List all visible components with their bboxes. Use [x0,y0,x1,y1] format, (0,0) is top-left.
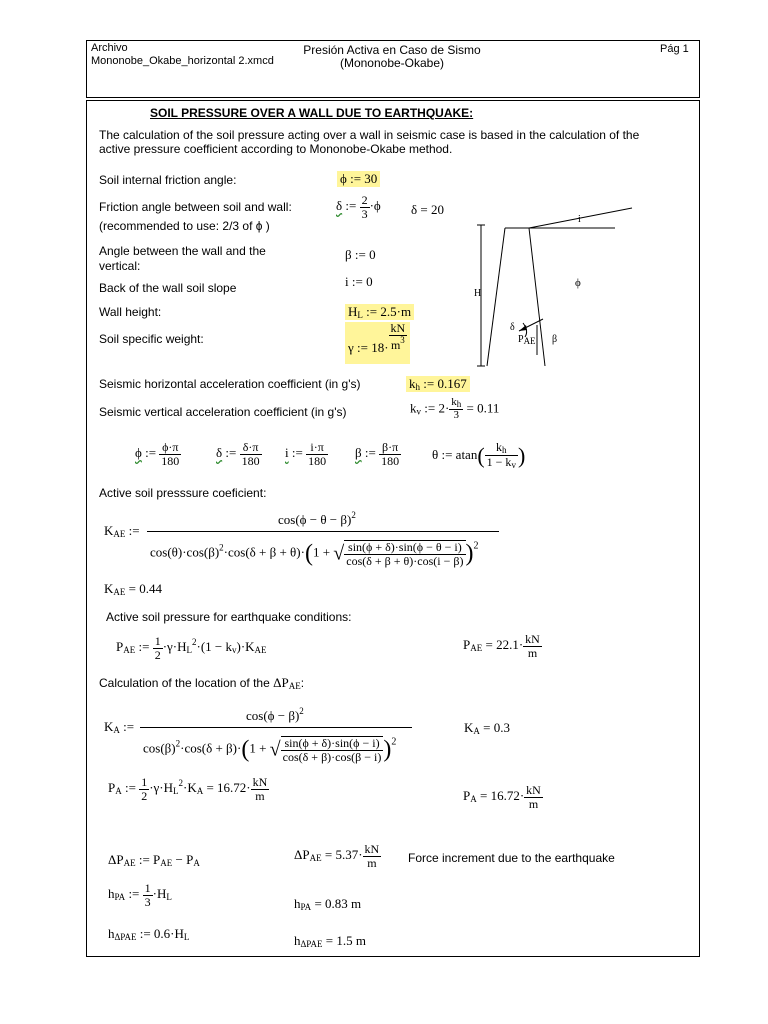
hdpae-result: $h_{\Delta PAE} = 1.5$ m [294,933,366,949]
kae-denominator: $\cos(\theta)\cdot\cos(\beta)^2\cdot\cos(\delta + \beta + \theta)\cdot(1$ + √ $\frac{\sin(\phi + \delta)\cdot\sin(\phi - \theta - i)}{\cos(\delta + \beta + \theta)\cdot\cos(i - \beta)}$ )$^2$ [150,540,479,568]
gamma-input[interactable]: γ := 18· $\frac{kN}{m^3}$ [345,322,410,364]
label-beta-2: vertical: [99,259,141,273]
diagram-label-i: i [578,214,581,225]
i-input[interactable]: i := 0 [345,274,373,289]
label-kae: Active soil presssure coeficient: [99,486,267,500]
ka-fraction-bar [140,727,412,728]
delta-radians: δ := $\frac{\delta\cdot\pi}{180}$ [216,440,260,468]
beta-input[interactable]: β := 0 [345,247,376,262]
kv-definition: $k_v$ := 2· $\frac{k_h}{3}$ = 0.11 [410,396,500,422]
kae-lhs: $K_{AE}$ := [104,523,140,539]
ka-result: $K_A = 0.3$ [464,720,510,736]
ka-numerator: $\cos(\phi - \beta)^2$ [246,706,304,723]
force-increment-note: Force increment due to the earthquake [408,851,615,865]
diagram-label-phi: ϕ [575,277,581,289]
file-name: Mononobe_Okabe_horizontal 2.xmcd [91,55,274,67]
label-wall-height: Wall height: [99,305,162,319]
label-phi: Soil internal friction angle: [99,173,237,187]
label-delta: Friction angle between soil and wall: [99,200,292,214]
ka-lhs: $K_A$ := [104,719,135,735]
dpae-formula: $\Delta P_{AE}$ := $P_{AE} - P_A$ [108,852,200,868]
page-number: Pág 1 [660,43,689,55]
wall-outer-face [487,228,505,366]
intro-line-2: active pressure coefficient according to Mononobe-Okabe method. [99,142,453,156]
label-gamma: Soil specific weight: [99,332,204,346]
intro-line-1: The calculation of the soil pressure acting over a wall in seismic case is based in the calculation of the [99,128,640,142]
pae-formula: $P_{AE}$ := $\frac{1}{2}$ $\cdot\gamma\cdot H_L^2\cdot(1 - k_v)\cdot K_{AE}$ [116,634,267,662]
header-subtitle: (Mononobe-Okabe) [339,56,445,70]
page-heading: SOIL PRESSURE OVER A WALL DUE TO EARTHQUAKE: [150,106,474,120]
diagram-label-h: H [474,288,482,299]
header-title: Presión Activa en Caso de Sismo [303,43,481,57]
beta-radians: β := $\frac{\beta\cdot\pi}{180}$ [355,440,400,468]
label-location: Calculation of the location of the $\Delta P_{AE}$: [99,675,305,691]
kae-numerator: $\cos(\phi - \theta - \beta)^2$ [278,510,356,527]
label-pae: Active soil pressure for earthquake conditions: [106,610,352,624]
pa-result: $P_A = 16.72\cdot$ $\frac{kN}{m}$ [463,783,541,811]
delta-definition: δ := $\frac{2}{3}$ ·ϕ [336,193,381,221]
label-delta-note: (recommended to use: 2/3 of ϕ ) [99,219,270,233]
dpae-result: $\Delta P_{AE} = 5.37\cdot$ $\frac{kN}{m}$ [294,842,380,870]
kae-fraction-bar [147,531,499,532]
phi-input[interactable]: ϕ := 30 [337,171,380,187]
ka-denominator: $\cos(\beta)^2\cdot\cos(\delta + \beta)\cdot(1$ + √ $\frac{\sin(\phi + \delta)\cdot\sin(\phi - i)}{\cos(\delta + \beta)\cdot\cos(\beta - i)}$ )$^2$ [143,736,397,764]
label-i: Back of the wall soil slope [99,281,237,295]
diagram-label-delta: δ [510,322,515,333]
diagram-label-beta: β [552,334,558,345]
label-kv: Seismic vertical acceleration coefficient (in g's) [99,405,347,419]
diagram-label-pae: PAE [518,334,536,346]
wall-diagram [455,195,645,375]
hpa-result: $h_{PA} = 0.83$ m [294,896,362,912]
theta-definition: θ := atan( $\frac{k_h}{1 - k_v}$ ) [432,440,526,471]
wall-height-input[interactable]: $H_L$ := 2.5·m [345,304,414,320]
pae-arrowhead [519,325,527,331]
phi-radians: ϕ := $\frac{\phi\cdot\pi}{180}$ [135,440,180,468]
label-beta: Angle between the wall and the [99,244,266,258]
pa-formula: $P_A$ := $\frac{1}{2}$ $\cdot\gamma\cdot H_L^2\cdot K_A = 16.72\cdot$ $\frac{kN}{m}$ [108,775,268,803]
kh-input[interactable]: $k_h$ := 0.167 [406,376,470,392]
i-radians: i := $\frac{i\cdot\pi}{180}$ [285,440,327,468]
file-label: Archivo [91,42,128,54]
pae-result: $P_{AE} = 22.1\cdot$ $\frac{kN}{m}$ [463,632,540,660]
label-kh: Seismic horizontal acceleration coefficient (in g's) [99,377,361,391]
hpa-formula: $h_{PA}$ := $\frac{1}{3}$ $\cdot H_L$ [108,881,172,909]
hdpae-formula: $h_{\Delta PAE}$ := $0.6\cdot H_L$ [108,926,190,942]
delta-result: δ = 20 [411,202,444,217]
kae-result: $K_{AE} = 0.44$ [104,581,162,597]
